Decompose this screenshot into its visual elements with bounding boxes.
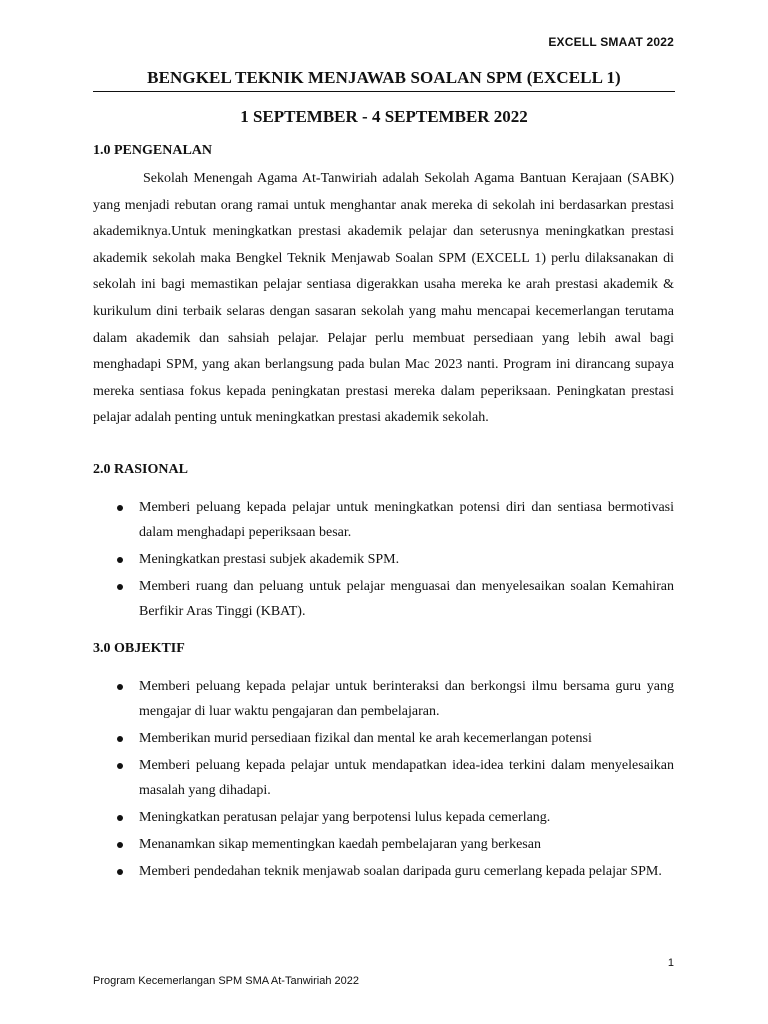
page-number: 1: [667, 957, 674, 969]
section-heading-rasional: 2.0 RASIONAL: [93, 462, 188, 477]
bullet-icon: [117, 842, 123, 848]
list-item-text: Memberi ruang dan peluang untuk pelajar menguasai dan menyelesaikan soalan Kemahiran Berfikir Aras Tinggi (KBAT).: [139, 579, 674, 619]
bullet-icon: [117, 815, 123, 821]
list-item: [93, 547, 674, 572]
list-item: [93, 753, 674, 803]
list-item: [93, 495, 674, 545]
list-item: [93, 574, 674, 624]
section-heading-objektif: 3.0 OBJEKTIF: [93, 641, 185, 656]
list-item-text: Meningkatkan prestasi subjek akademik SPM.: [139, 552, 400, 567]
list-item: [93, 859, 674, 884]
list-item: [93, 674, 674, 724]
section-heading-pengenalan: 1.0 PENGENALAN: [93, 143, 213, 158]
list-item-text: Memberi pendedahan teknik menjawab soalan daripada guru cemerlang kepada pelajar SPM.: [139, 864, 662, 879]
list-item-text: Memberi peluang kepada pelajar untuk mendapatkan idea-idea terkini dalam menyelesaikan masalah yang dihadapi.: [139, 758, 674, 798]
list-item-text: Meningkatkan peratusan pelajar yang berpotensi lulus kepada cemerlang.: [139, 810, 551, 825]
objektif-list: [93, 674, 674, 886]
list-item-text: Memberi peluang kepada pelajar untuk meningkatkan potensi diri dan sentiasa bermotivasi dalam menghadapi peperiksaan besar.: [139, 500, 674, 540]
bullet-icon: [117, 763, 123, 769]
list-item-text: Memberikan murid persediaan fizikal dan mental ke arah kecemerlangan potensi: [139, 731, 592, 746]
bullet-icon: [117, 557, 123, 563]
bullet-icon: [117, 684, 123, 690]
running-header: EXCELL SMAAT 2022: [548, 35, 674, 49]
bullet-icon: [117, 736, 123, 742]
document-date: 1 SEPTEMBER - 4 SEPTEMBER 2022: [240, 107, 528, 126]
document-title: BENGKEL TEKNIK MENJAWAB SOALAN SPM (EXCELL 1): [93, 68, 675, 92]
rasional-list: [93, 495, 674, 626]
bullet-icon: [117, 584, 123, 590]
list-item-text: Memberi peluang kepada pelajar untuk berinteraksi dan berkongsi ilmu bersama guru yang mengajar di luar waktu pengajaran dan pembelajaran.: [139, 679, 674, 719]
bullet-icon: [117, 505, 123, 511]
list-item: [93, 832, 674, 857]
running-footer: Program Kecemerlangan SPM SMA At-Tanwiriah 2022: [93, 975, 359, 987]
pengenalan-paragraph: Sekolah Menengah Agama At-Tanwiriah adalah Sekolah Agama Bantuan Kerajaan (SABK) yang menjadi rebutan orang ramai untuk menghantar anak mereka di sekolah ini berdasarkan prestasi akademiknya.Untuk meningkatkan prestasi akademik pelajar dan seterusnya meningkatkan prestasi akademik sekolah maka Bengkel Teknik Menjawab Soalan SPM (EXCELL 1) perlu dilaksanakan di sekolah ini bagi memastikan pelajar sentiasa digerakkan usaha mereka ke arah prestasi akademik & kurikulum dini terbaik selaras dengan sasaran sekolah yang mahu mencapai kecemerlangan terutama dalam akademik dan sahsiah pelajar. Pelajar perlu membuat persediaan yang lebih awal bagi menghadapi SPM, yang akan berlangsung pada bulan Mac 2023 nanti. Program ini dirancang supaya mereka sentiasa fokus kepada peningkatan prestasi mereka dalam peperiksaan. Peningkatan prestasi pelajar adalah penting untuk meningkatkan prestasi akademik sekolah.: [93, 171, 674, 426]
bullet-icon: [117, 869, 123, 875]
list-item: [93, 805, 674, 830]
list-item: [93, 726, 674, 751]
list-item-text: Menanamkan sikap mementingkan kaedah pembelajaran yang berkesan: [139, 837, 541, 852]
